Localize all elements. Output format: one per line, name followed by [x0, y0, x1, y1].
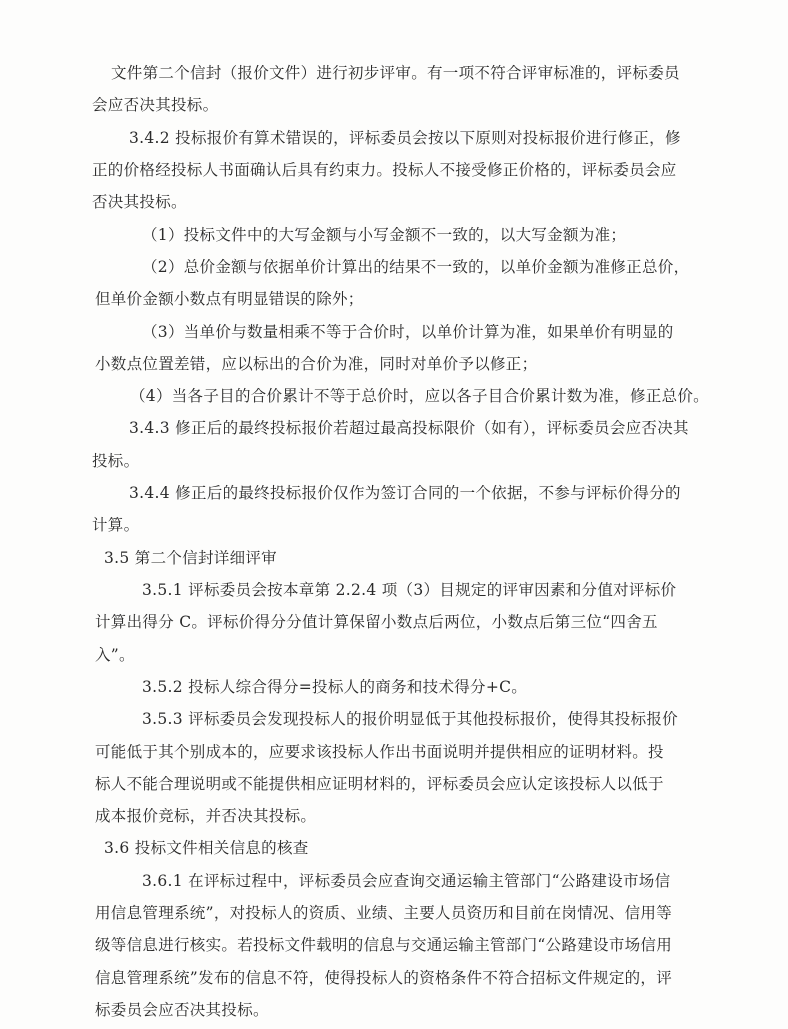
text-line: 正的价格经投标人书面确认后具有约束力。投标人不接受修正价格的，评标委员会应: [92, 160, 677, 179]
text-line: 文件第二个信封（报价文件）进行初步评审。有一项不符合评审标准的，评标委员: [111, 64, 680, 82]
text-line: 但单价金额小数点有明显错误的除外；: [95, 290, 364, 309]
section-heading: 3.6 投标文件相关信息的核查: [104, 839, 309, 858]
text-line: 小数点位置差错，应以标出的合价为准，同时对单价予以修正；: [95, 354, 538, 373]
text-line: （1）投标文件中的大写金额与小写金额不一致的，以大写金额为准；: [142, 225, 627, 244]
text-line: 计算出得分 C。评标价得分分值计算保留小数点后两位，小数点后第三位“四舍五: [95, 613, 658, 632]
text-line: （3）当单价与数量相乘不等于合价时，以单价计算为准，如果单价有明显的: [142, 322, 674, 341]
text-line: 3.5.3 评标委员会发现投标人的报价明显低于其他投标报价，使得其投标报价: [142, 710, 678, 729]
text-line: 否决其投标。: [92, 193, 187, 212]
text-line: 可能低于其个别成本的，应要求该投标人作出书面说明并提供相应的证明材料。投: [95, 742, 664, 761]
section-heading: 3.5 第二个信封详细评审: [104, 548, 277, 567]
text-line: 会应否决其投标。: [92, 96, 219, 115]
text-line: 3.4.2 投标报价有算术错误的，评标委员会按以下原则对投标报价进行修正，修: [129, 128, 681, 147]
text-line: 3.4.3 修正后的最终投标报价若超过最高投标限价（如有），评标委员会应否决其: [129, 419, 689, 438]
text-line: 3.5.2 投标人综合得分=投标人的商务和技术得分+C。: [142, 677, 528, 696]
text-line: 标人不能合理说明或不能提供相应证明材料的，评标委员会应认定该投标人以低于: [95, 774, 664, 793]
text-line: 用信息管理系统”，对投标人的资质、业绩、主要人员资历和目前在岗情况、信用等: [95, 904, 673, 923]
text-line: （2）总价金额与依据单价计算出的结果不一致的，以单价金额为准修正总价，: [142, 257, 690, 276]
text-line: 成本报价竞标，并否决其投标。: [95, 807, 317, 826]
text-line: 信息管理系统”发布的信息不符，使得投标人的资格条件不符合招标文件规定的，评: [95, 968, 673, 987]
text-line: 计算。: [92, 516, 140, 535]
text-line: 3.6.1 在评标过程中，评标委员会应查询交通运输主管部门“公路建设市场信: [142, 871, 671, 890]
text-line: 标委员会应否决其投标。: [95, 1001, 269, 1019]
text-line: 投标。: [92, 451, 140, 470]
text-line: （4）当各子目的合价累计不等于总价时，应以各子目合价累计数为准，修正总价。: [130, 387, 709, 406]
text-line: 入”。: [95, 645, 135, 664]
text-line: 级等信息进行核实。若投标文件载明的信息与交通运输主管部门“公路建设市场信用: [95, 936, 673, 955]
text-line: 3.4.4 修正后的最终投标报价仅作为签订合同的一个依据，不参与评标价得分的: [129, 484, 681, 502]
text-line: 3.5.1 评标委员会按本章第 2.2.4 项（3）目规定的评审因素和分值对评标价: [142, 581, 677, 599]
